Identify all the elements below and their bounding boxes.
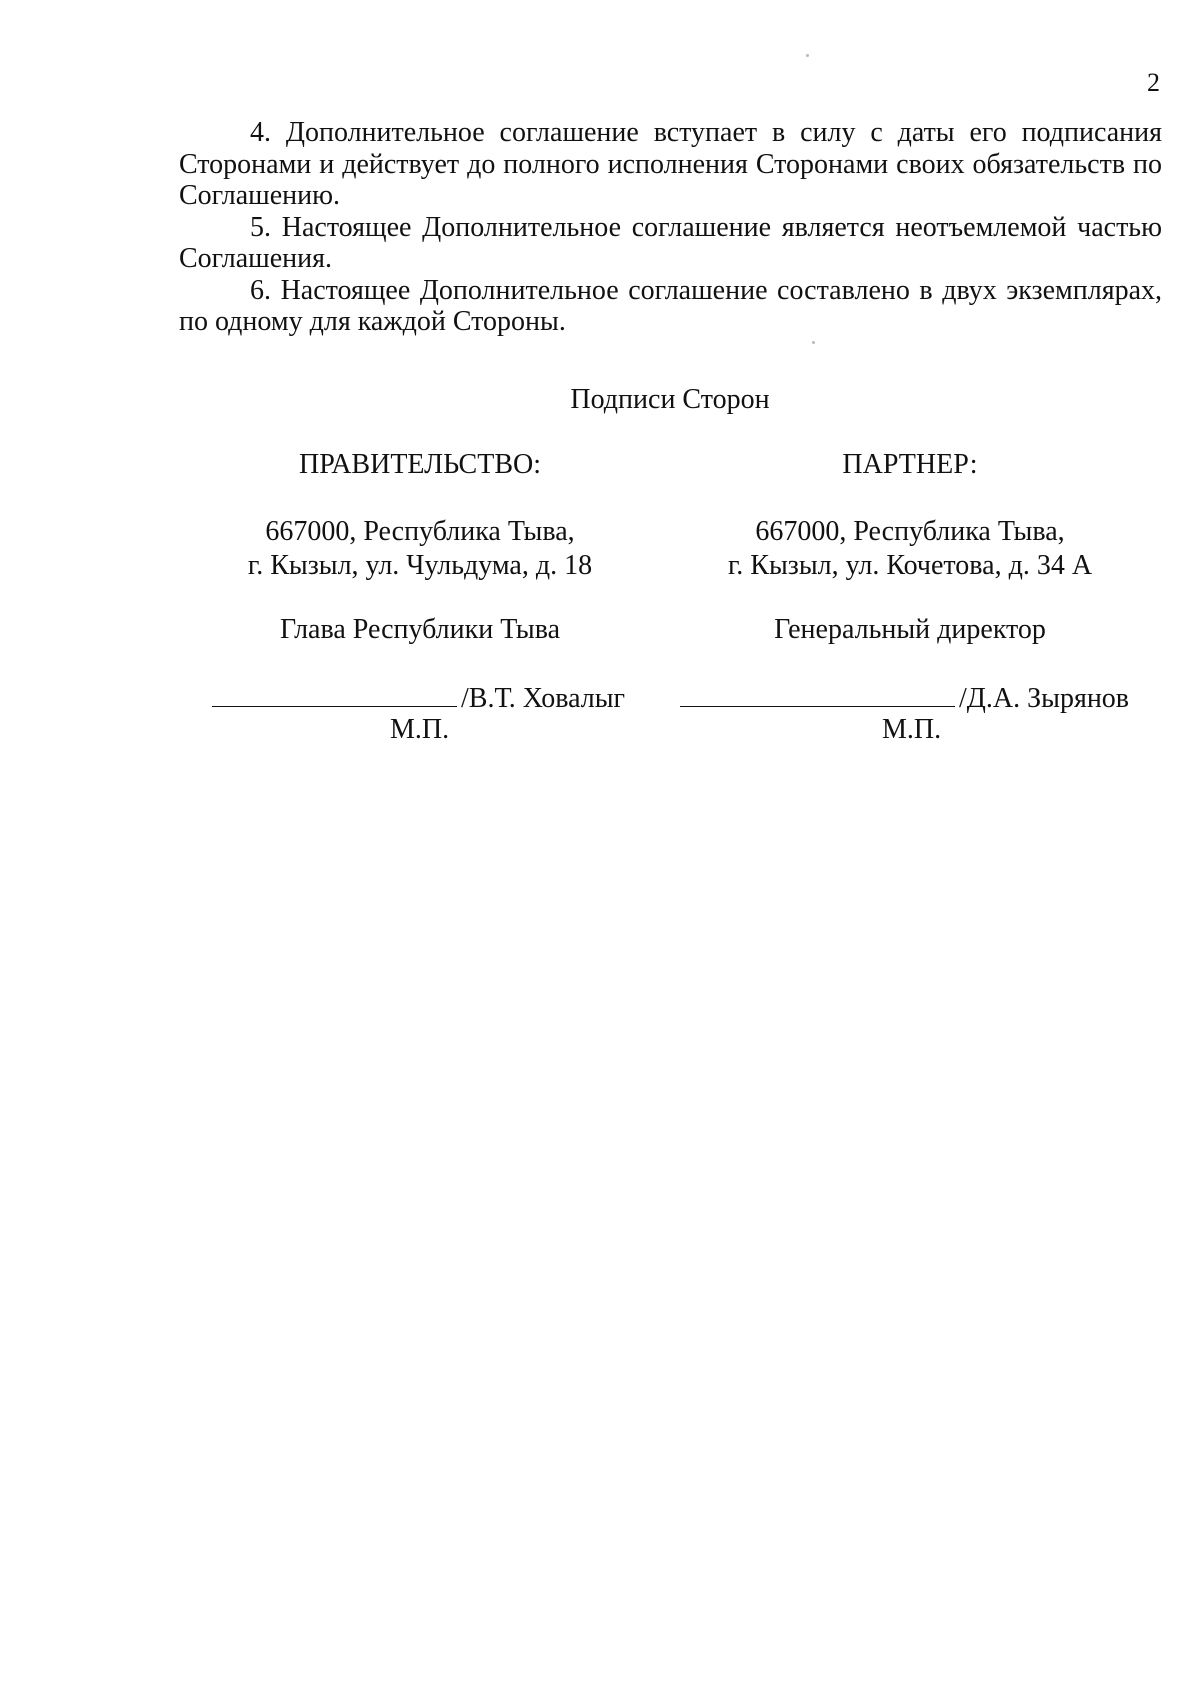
partner-signature-blank [680, 680, 955, 707]
government-address-line-2: г. Кызыл, ул. Чульдума, д. 18 [247, 550, 593, 581]
clause-6: 6. Настоящее Дополнительное соглашение составлено в двух экземплярах, по одному для каждой Стороны. [179, 274, 1162, 337]
government-signature-line [212, 680, 625, 716]
partner-address-line-1: 667000, Республика Тыва, [755, 516, 1065, 547]
clauses-section [179, 117, 1162, 338]
government-stamp-place: М.П. [390, 714, 450, 745]
partner-signatory-name: /Д.А. Зырянов [959, 683, 1130, 714]
government-address [200, 515, 640, 583]
government-address-line-1: 667000, Республика Тыва, [265, 516, 575, 547]
partner-address [680, 515, 1140, 583]
government-party-title: ПРАВИТЕЛЬСТВО: [299, 449, 541, 480]
partner-signatory-position: Генеральный директор [774, 614, 1046, 645]
scan-speck [812, 341, 815, 344]
government-signatory-position: Глава Республики Тыва [279, 614, 561, 645]
scan-speck [806, 54, 809, 57]
page-number: 2 [1147, 68, 1160, 97]
partner-stamp-place: М.П. [882, 714, 942, 745]
government-signature-blank [212, 680, 457, 707]
government-signatory-name: /В.Т. Ховалыг [461, 683, 626, 714]
partner-signature-line [680, 680, 1129, 716]
clause-5: 5. Настоящее Дополнительное соглашение является неотъемлемой частью Соглашения. [179, 211, 1162, 274]
signatures-heading: Подписи Сторон [570, 384, 770, 415]
partner-address-line-2: г. Кызыл, ул. Кочетова, д. 34 А [727, 550, 1093, 581]
partner-party-title: ПАРТНЕР: [842, 449, 978, 480]
clause-4: 4. Дополнительное соглашение вступает в силу с даты его подписания Сторонами и действует до полного исполнения Сторонами своих обязательств по Соглашению. [179, 117, 1162, 211]
